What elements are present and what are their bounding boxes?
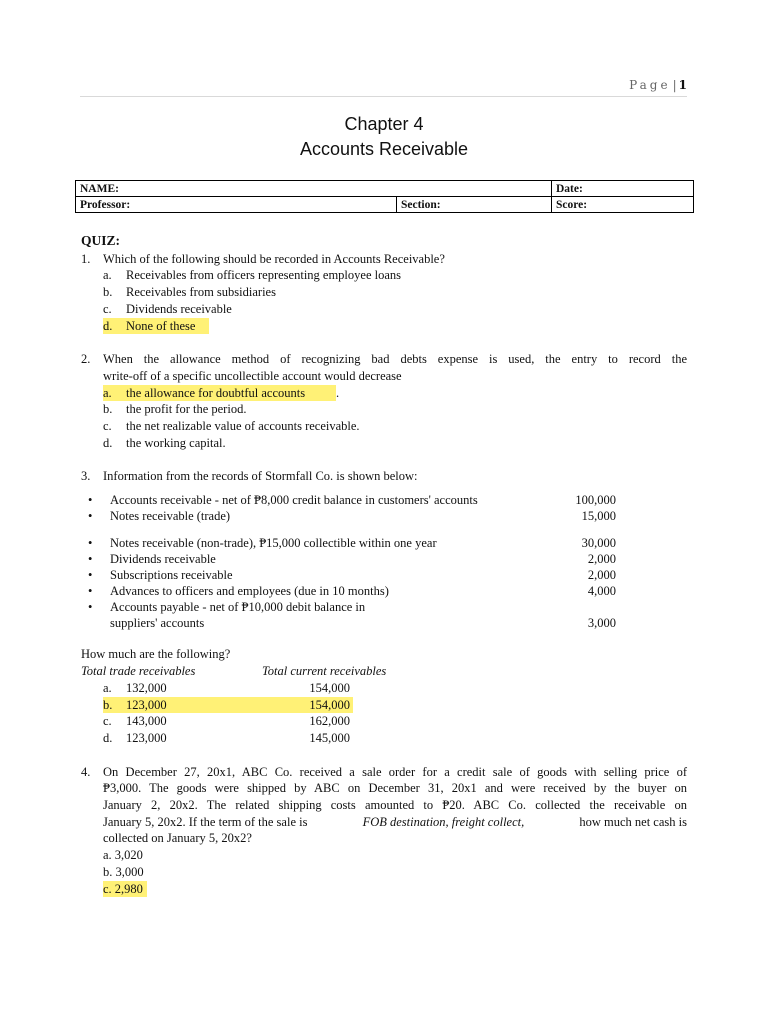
q3-text: Information from the records of Stormfall Co. is shown below: (103, 469, 418, 483)
q1-option-letter: b. (103, 285, 113, 299)
bullet: • (88, 600, 93, 614)
bullet: • (88, 568, 93, 582)
q1-text: Which of the following should be recorded in Accounts Receivable? (103, 252, 445, 266)
q4-text-line4-c: how much net cash is (579, 815, 687, 829)
q3-col1-header: Total trade receivables (81, 664, 196, 678)
q3-option-v2: 154,000 (309, 698, 350, 712)
q1-option-text: Receivables from officers representing employee loans (126, 268, 402, 282)
bullet: • (88, 536, 93, 550)
q4-text-line3: January 2, 20x2. The related shipping costs amounted to ₱20. ABC Co. collected the receivable on (103, 798, 687, 812)
q1-option-text: None of these (126, 319, 196, 333)
topic-title: Accounts Receivable (299, 139, 469, 159)
section-cell: Section: (397, 197, 552, 213)
bullet: • (88, 509, 93, 523)
q4-option: b. 3,000 (103, 865, 144, 879)
q3-number: 3. (81, 469, 91, 483)
q3-option-letter: c. (103, 714, 112, 728)
q3-question: How much are the following? (81, 647, 231, 661)
q3-item-value: 3,000 (587, 616, 616, 630)
q3-option-v2: 154,000 (309, 681, 350, 695)
q2-option-text: the allowance for doubtful accounts (126, 386, 306, 400)
q1-option-text: Dividends receivable (126, 302, 232, 316)
q3-option-letter: b. (103, 698, 113, 712)
q3-item-text: Subscriptions receivable (110, 568, 233, 582)
chapter-title: Chapter 4 (344, 114, 424, 134)
q1-option-letter: a. (103, 268, 112, 282)
q3-item-value: 2,000 (587, 568, 616, 582)
student-info-table (75, 180, 694, 213)
q3-item-value: 15,000 (581, 509, 616, 523)
q2-option-letter: a. (103, 386, 112, 400)
q2-option-text: the profit for the period. (126, 402, 247, 416)
q4-number: 4. (81, 765, 91, 779)
q3-option-v1: 123,000 (126, 698, 167, 712)
bullet: • (88, 552, 93, 566)
professor-cell: Professor: (76, 197, 397, 213)
q4-text-line4-a: January 5, 20x2. If the term of the sale is (103, 815, 308, 829)
q3-option-v1: 132,000 (126, 681, 167, 695)
q4-option: a. 3,020 (103, 848, 143, 862)
q3-item-text: Accounts payable - net of ₱10,000 debit balance in (110, 600, 366, 614)
q1-number: 1. (81, 252, 91, 266)
q3-option-v1: 123,000 (126, 731, 167, 745)
q2-text-line1: When the allowance method of recognizing bad debts expense is used, the entry to record the (103, 352, 687, 366)
name-cell: NAME: (76, 181, 552, 197)
q4-text-line2: ₱3,000. The goods were shipped by ABC on December 31, 20x1 and were received by the buyer on (103, 781, 687, 795)
q1-option-letter: d. (103, 319, 113, 333)
q2-option-letter: b. (103, 402, 113, 416)
q4-text-line4 (103, 814, 687, 830)
q1-option-letter: c. (103, 302, 112, 316)
q2-answer-highlight (103, 385, 336, 401)
q3-item-value: 4,000 (587, 584, 616, 598)
q3-option-letter: a. (103, 681, 112, 695)
q3-item-value: 30,000 (581, 536, 616, 550)
q3-item-text: Notes receivable (trade) (110, 509, 231, 523)
q3-item-text: Advances to officers and employees (due in 10 months) (110, 584, 389, 598)
score-cell: Score: (552, 197, 694, 213)
q2-option-letter: c. (103, 419, 112, 433)
q2-option-text: the working capital. (126, 436, 226, 450)
q1-option-text: Receivables from subsidiaries (126, 285, 276, 299)
q3-option-letter: d. (103, 731, 113, 745)
q2-option-letter: d. (103, 436, 113, 450)
q3-option-v1: 143,000 (126, 714, 167, 728)
page-header: Page | 1 (80, 78, 687, 97)
q3-item-value: 2,000 (587, 552, 616, 566)
q4-text-line4-b: FOB destination, freight collect, (362, 815, 525, 829)
q3-item-text: Accounts receivable - net of ₱8,000 credit balance in customers' accounts (110, 493, 478, 507)
q3-option-v2: 145,000 (309, 731, 350, 745)
q3-item-value: 100,000 (575, 493, 616, 507)
q2-number: 2. (81, 352, 91, 366)
q1-answer-highlight (103, 318, 209, 334)
date-cell: Date: (552, 181, 694, 197)
q4-text-line1: On December 27, 20x1, ABC Co. received a sale order for a credit sale of goods with selling price of (103, 765, 687, 779)
q3-item-text-continued: suppliers' accounts (110, 616, 205, 630)
q3-col2-header: Total current receivables (262, 664, 387, 678)
q3-option-v2: 162,000 (309, 714, 350, 728)
q4-answer-highlight: c. 2,980 (103, 881, 147, 897)
page-label: Page (629, 78, 671, 92)
quiz-label: QUIZ: (81, 233, 121, 248)
q3-item-text: Dividends receivable (110, 552, 216, 566)
q2-text-line2: write-off of a specific uncollectible account would decrease (103, 369, 402, 383)
q4-text-line5: collected on January 5, 20x2? (103, 831, 252, 845)
q2-option-text: the net realizable value of accounts receivable. (126, 419, 360, 433)
q3-item-text: Notes receivable (non-trade), ₱15,000 collectible within one year (110, 536, 437, 550)
bullet: • (88, 493, 93, 507)
page-number: 1 (678, 78, 687, 92)
bullet: • (88, 584, 93, 598)
